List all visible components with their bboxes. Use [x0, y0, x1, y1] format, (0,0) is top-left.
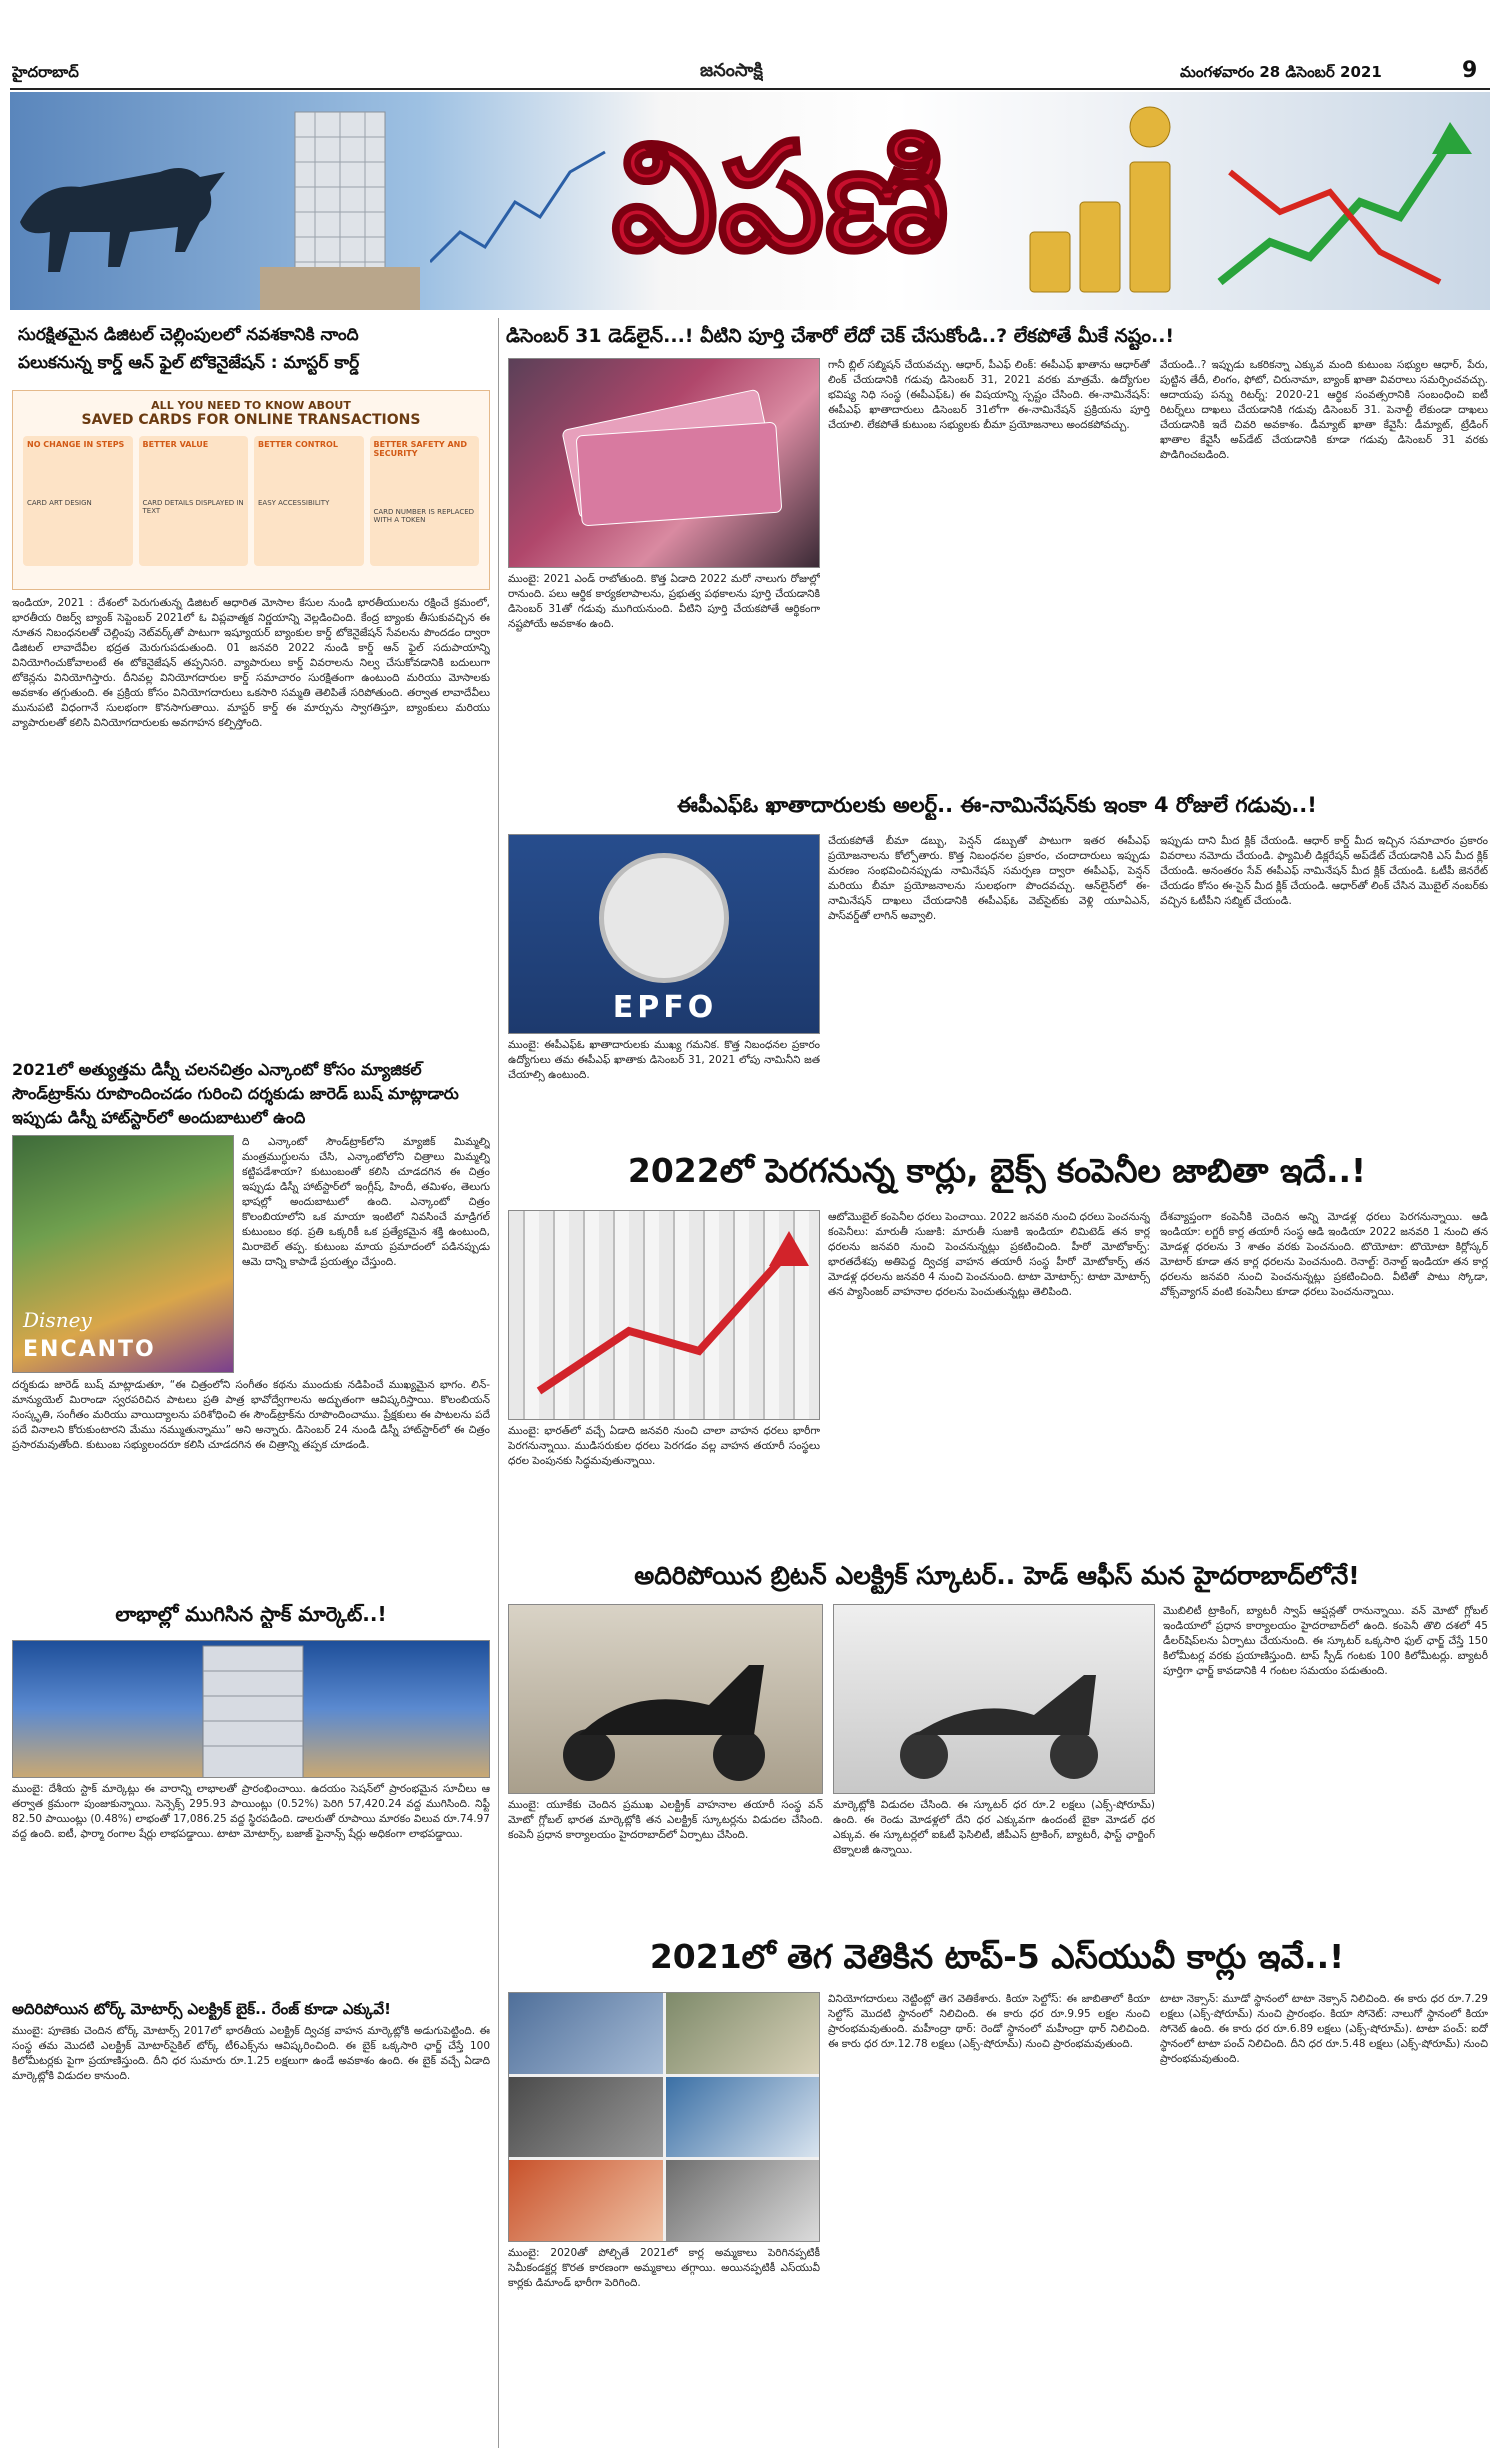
- tork-headline: అదిరిపోయిన టోర్క్ మోటార్స్ ఎలక్ట్రిక్ బైక్.. రేంజ్ కూడా ఎక్కువే!: [12, 2000, 391, 2018]
- market-headline: లాభాల్లో ముగిసిన స్టాక్ మార్కెట్..!: [115, 1602, 387, 1626]
- header-date: మంగళవారం 28 డిసెంబర్ 2021: [1180, 63, 1382, 81]
- suv-thumb: [509, 2077, 663, 2158]
- encanto-poster: [12, 1135, 234, 1373]
- column-divider: [498, 318, 499, 2448]
- disney-body-right: ది ఎన్కాంటో సౌండ్‌ట్రాక్‌లోని మ్యాజిక్ మిమ్మల్ని మంత్రముగ్ధులను చేసి, ఎన్కాంటోలోని చిత్రాలు మిమ్మల్ని కట్టిపడేశాయా? కుటుంబంతో కలిసి చూడదగిన ఈ చిత్రం ఇప్పుడు డిస్నీ హాట్‌స్టార్‌లో ఇంగ్లీష్, హిందీ, తమిళం, తెలుగు భాషల్లో అందుబాటులో ఉంది. ఎన్కాంటో చిత్రం కొలంబియాలోని ఒక మాయా ఇంటిలో నివసించే మాడ్రిగల్ కుటుంబం కథ. ప్రతి ఒక్కరికీ ఒక ప్రత్యేకమైన శక్తి ఉంటుంది, మిరాబెల్ తప్ప. కుటుంబ మాయ ప్రమాదంలో పడినప్పుడు ఆమె దాన్ని కాపాడే ప్రయత్నం చేస్తుంది.: [242, 1136, 490, 1268]
- card-article-body: ఇండియా, 2021 : దేశంలో పెరుగుతున్న డిజిటల్ ఆధారిత మోసాల కేసుల నుండి భారతీయులను రక్షించే క్రమంలో, భారతీయ రిజర్వ్ బ్యాంక్ సెప్టెంబర్ 2021లో ఓ విప్లవాత్మక నిర్ణయాన్ని వెల్లడించింది. కేంద్ర బ్యాంకు తీసుకువచ్చిన ఈ నూతన నిబంధనలతో చెల్లింపు నెట్‌వర్క్‌తో పాటుగా ఇష్యూయర్ బ్యాంకుల కార్డ్ టోకెనైజేషన్ సేవలను పొందడం ద్వారా డిజిటల్ లావాదేవీల భద్రత మెరుగుపడుతుంది. 01 జనవరి 2022 నుండి కార్డ్ ఆన్ ఫైల్ సదుపాయాన్ని వినియోగించుకోవాలంటే ఈ టోకెనైజేషన్ తప్పనిసరి. వ్యాపారులు కార్డ్ వివరాలను నిల్వ చేసుకోవడానికి బదులుగా టోకెన్లను వినియోగిస్తారు. దీనివల్ల వినియోగదారుల కార్డ్ సమాచారం సురక్షితంగా ఉంటుంది మరియు మోసాలకు అవకాశం తగ్గుతుంది. ఈ ప్రక్రియ కోసం వినియోగదారులు ఒకసారి సమ్మతి తెలిపితే సరిపోతుంది. తర్వాత లావాదేవీలు మునుపటి విధంగానే సులభంగా కొనసాగుతాయి. మాస్టర్ కార్డ్ ఈ మార్పును స్వాగతిస్తూ, బ్యాంకులు మరియు వ్యాపారులతో కలిసి వినియోగదారులకు అవగాహన కల్పిస్తోంది.: [12, 597, 490, 729]
- deadline-headline: డిసెంబర్ 31 డెడ్‌లైన్...! వీటిని పూర్తి చేశారో లేదో చెక్ చేసుకోండి..? లేకపోతే మీకే నష్టం..!: [506, 325, 1175, 347]
- suv-col3: టాటా నెక్సాన్: మూడో స్థానంలో టాటా నెక్సాన్ నిలిచింది. ఈ కారు ధర రూ.7.29 లక్షలు (ఎక్స్-షోరూమ్) నుంచి ప్రారంభం. కియా సోనెట్: నాలుగో స్థానంలో కియా సోనెట్ ఉంది. ఈ కారు ధర రూ.6.89 లక్షలు (ఎక్స్-షోరూమ్). టాటా పంచ్: ఐదో స్థానంలో టాటా పంచ్ నిలిచింది. దీని ధర రూ.5.48 లక్షలు (ఎక్స్-షోరూమ్) నుంచి ప్రారంభమవుతుంది.: [1160, 1993, 1488, 2065]
- suv-photo-grid: [508, 1992, 820, 2242]
- coin-stack-icon: [1010, 92, 1210, 310]
- currency-photo: [508, 358, 820, 568]
- suv-thumb: [666, 1993, 820, 2074]
- scooter-icon: [509, 1605, 823, 1794]
- market-photo: [12, 1640, 490, 1778]
- graphic-sub-label: CARD NUMBER IS REPLACED WITH A TOKEN: [373, 508, 475, 524]
- card-headline-1: సురక్షితమైన డిజిటల్ చెల్లింపులలో నవశకానికి నాంది: [18, 325, 359, 345]
- epfo-seal: [599, 853, 729, 983]
- epfo-headline: ఈపీఎఫ్ఓ ఖాతాదారులకు అలర్ట్.. ఈ-నామినేషన్‌కు ఇంకా 4 రోజులే గడువు..!: [677, 793, 1317, 817]
- suv-caption: ముంబై: 2020తో పోల్చితే 2021లో కార్ల అమ్మకాలు పెరిగినప్పటికీ సెమీకండక్టర్ల కొరత కారణంగా అమ్మకాలు తగ్గాయి. అయినప్పటికీ ఎస్‌యువీ కార్లకు డిమాండ్ భారీగా పెరిగింది.: [508, 2247, 820, 2289]
- graphic-item-label: BETTER SAFETY AND SECURITY: [373, 440, 468, 458]
- bull-icon: [10, 102, 240, 302]
- epfo-caption: ముంబై: ఈపీఎఫ్ఓ ఖాతాదారులకు ముఖ్య గమనిక. కొత్త నిబంధనల ప్రకారం ఉద్యోగులు తమ ఈపీఎఫ్ ఖాతాకు డిసెంబర్ 31, 2021 లోపు నామినీని జత చేయాల్సి ఉంటుంది.: [508, 1039, 820, 1081]
- header-city: హైదరాబాద్: [12, 63, 79, 81]
- section-title: విపణి: [611, 109, 949, 285]
- graphic-sub-label: EASY ACCESSIBILITY: [258, 499, 330, 507]
- price-up-arrow-icon: [509, 1211, 820, 1420]
- graphic-sub-label: CARD DETAILS DISPLAYED IN TEXT: [142, 499, 244, 515]
- suv-thumb: [509, 1993, 663, 2074]
- deadline-col2: గానీ బ్లిల్ సబ్మిషన్ చేయవచ్చు. ఆధార్, పీఎఫ్ లింక్: ఈపీఎఫ్ ఖాతాను ఆధార్‌తో లింక్ చేయడానికి గడువు డిసెంబర్ 31, 2021 వరకు మాత్రమే. ఉద్యోగుల భవిష్య నిధి సంస్థ (ఈపీఎఫ్ఓ) ఈ విషయాన్ని స్పష్టం చేసింది. ఈ-నామినేషన్: ఈపీఎఫ్ ఖాతాదారులు డిసెంబర్ 31లోగా ఈ-నామినేషన్ ప్రక్రియను పూర్తి చేయాలి. లేకపోతే కుటుంబ సభ్యులకు బీమా ప్రయోజనాలు అందకపోవచ్చు.: [828, 359, 1150, 431]
- disney-headline: 2021లో అత్యుత్తమ డిస్నీ చలనచిత్రం ఎన్కాంటో కోసం మ్యాజికల్ సౌండ్‌ట్రాక్‌ను రూపొందించడం గురించి దర్శకుడు జారెడ్ బుష్ మాట్లాడారు ఇప్పుడు డిస్నీ హాట్‌స్టార్‌లో అందుబాటులో ఉంది: [12, 1060, 459, 1127]
- banknote-icon: [509, 359, 820, 568]
- epfo-logo-text: EPFO: [612, 990, 718, 1025]
- suv-thumb: [666, 2077, 820, 2158]
- scooter-headline: అదిరిపోయిన బ్రిటన్ ఎలక్ట్రిక్ స్కూటర్.. హెడ్ ఆఫీస్ మన హైదరాబాద్‌లోనే!: [634, 1561, 1360, 1590]
- graphic-sub-label: CARD ART DESIGN: [27, 499, 92, 507]
- masthead-banner: [10, 92, 1490, 310]
- cars-col3: దేశవ్యాప్తంగా కంపెనీకి చెందిన అన్ని మోడళ్ల ధరలు పెరగనున్నాయి. ఆడి ఇండియా: లగ్జరీ కార్ల తయారీ సంస్థ ఆడి ఇండియా 2022 జనవరి 1 నుంచి తన మోడళ్ల ధరలను 3 శాతం వరకు పెంచనుంది. టొయోటా: టొయోటా కిర్లోస్కర్ మోటార్ కూడా తన కార్ల ధరలను పెంచనుంది. రెనాల్ట్: రెనాల్ట్ ఇండియా తన కార్ల ధరలను జనవరి నుంచి పెంచనున్నట్లు ప్రకటించింది. వీటితో పాటు స్కోడా, వోక్స్‌వ్యాగన్ వంటి కంపెనీలు కూడా ధరలు పెంచనున్నాయి.: [1160, 1211, 1488, 1298]
- cars-caption: ముంబై: భారత్‌లో వచ్చే ఏడాది జనవరి నుంచి చాలా వాహన ధరలు భారీగా పెరగనున్నాయి. ముడిసరుకుల ధరలు పెరగడం వల్ల వాహన తయారీ సంస్థలు ధరల పెంపునకు సిద్ధమవుతున్నాయి.: [508, 1425, 820, 1467]
- scooter-col2: మార్కెట్లోకి విడుదల చేసింది. ఈ స్కూటర్ ధర రూ.2 లక్షలు (ఎక్స్-షోరూమ్) ఉంది. ఈ రెండు మోడళ్లలో దేని ధర ఎక్కువగా ఉందంటే బైకా మోడల్ ధర ఎక్కువ. ఈ స్కూటర్లలో ఐఓటీ ఫెసిలిటీ, జీపీఎస్ ట్రాకింగ్, బ్యాటరీ, ఫాస్ట్ ఛార్జింగ్ టెక్నాలజీ ఉన్నాయి.: [833, 1799, 1155, 1856]
- suv-thumb: [666, 2160, 820, 2241]
- deadline-caption: ముంబై: 2021 ఎండ్ రాబోతుంది. కొత్త ఏడాది 2022 మరో నాలుగు రోజుల్లో రానుంది. పలు ఆర్థిక కార్యకలాపాలను, ప్రభుత్వ పథకాలను పూర్తి చేయడానికి డిసెంబర్ 31తో గడువు ముగియనుంది. వీటిని పూర్తి చేయకపోతే ఆర్థికంగా నష్టపోయే అవకాశం ఉంది.: [508, 573, 820, 630]
- market-body: ముంబై: దేశీయ స్టాక్ మార్కెట్లు ఈ వారాన్ని లాభాలతో ప్రారంభించాయి. ఉదయం సెషన్‌లో ప్రారంభమైన సూచీలు ఆ తర్వాత క్రమంగా పుంజుకున్నాయి. సెన్సెక్స్ 295.93 పాయింట్లు (0.52%) పెరిగి 57,420.24 వద్ద ముగిసింది. నిఫ్టీ 82.50 పాయింట్లు (0.48%) లాభంతో 17,086.25 వద్ద స్థిరపడింది. డాలరుతో రూపాయి మారకం విలువ రూ.74.97 వద్ద ఉంది. ఐటీ, ఫార్మా రంగాల షేర్లు లాభపడ్డాయి. టాటా మోటార్స్, బజాజ్ ఫైనాన్స్ షేర్లు అధికంగా లాభపడ్డాయి.: [12, 1783, 490, 1840]
- graphic-title-1: ALL YOU NEED TO KNOW ABOUT: [151, 399, 351, 412]
- cars-headline: 2022లో పెరగనున్న కార్లు, బైక్స్ కంపెనీల జాబితా ఇదే..!: [627, 1151, 1367, 1190]
- cars-col2: ఆటోమొబైల్ కంపెనీల ధరలు పెంచాయి. 2022 జనవరి నుంచి ధరలు పెంచనున్న కంపెనీలు: మారుతీ సుజుకి: మారుతీ సుజుకి ఇండియా లిమిటెడ్ తన కార్ల ధరలను జనవరి నుంచి పెంచనున్నట్లు ప్రకటించింది. హీరో మోటోకార్ప్: భారతదేశపు అతిపెద్ద ద్విచక్ర వాహన తయారీ సంస్థ హీరో మోటోకార్ప్ తన మోడళ్ల ధరలను జనవరి 4 నుంచి పెంచనుంది. టాటా మోటార్స్: టాటా మోటార్స్ తన ప్యాసింజర్ వాహనాల ధరలను పెంచుతున్నట్లు తెలిపింది.: [828, 1211, 1150, 1298]
- deadline-col3: వేయండి..? ఇప్పుడు ఒకరికన్నా ఎక్కువ మంది కుటుంబ సభ్యుల ఆధార్, పేరు, పుట్టిన తేదీ, లింగం, ఫోటో, చిరునామా, బ్యాంక్ ఖాతా వివరాలు సమర్పించవచ్చు. ఆదాయపు పన్ను రిటర్న్: 2020-21 ఆర్థిక సంవత్సరానికి సంబంధించి ఐటీ రిటర్న్‌లు దాఖలు చేయడానికి గడువు డిసెంబర్ 31. పెనాల్టీ లేకుండా దాఖలు చేయడానికి ఇదే చివరి అవకాశం. డీమ్యాట్ ఖాతా కేవైసీ: డీమ్యాట్, ట్రేడింగ్ ఖాతాల కేవైసీ అప్‌డేట్ చేయడానికి కూడా గడువు డిసెంబర్ 31 వరకు పొడిగించబడింది.: [1160, 359, 1488, 461]
- suv-col2: వినియోగదారులు నెట్టింట్లో తెగ వెతికేశారు. కియా సెల్టోస్: ఈ జాబితాలో కియా సెల్టోస్ మొదటి స్థానంలో నిలిచింది. ఈ కారు ధర రూ.9.95 లక్షల నుంచి ప్రారంభమవుతుంది. మహీంద్రా థార్: రెండో స్థానంలో మహీంద్రా థార్ నిలిచింది. ఈ కారు ధర రూ.12.78 లక్షలు (ఎక్స్-షోరూమ్) నుంచి ప్రారంభమవుతుంది.: [828, 1993, 1150, 2050]
- header-rule: [10, 88, 1490, 90]
- graphic-item-label: BETTER CONTROL: [258, 440, 338, 449]
- poster-title: ENCANTO: [23, 1337, 156, 1362]
- suv-headline: 2021లో తెగ వెతికిన టాప్-5 ఎస్‌యువీ కార్లు ఇవే..!: [649, 1937, 1345, 1976]
- growth-arrow-icon: [1210, 92, 1490, 310]
- graphic-item-label: BETTER VALUE: [142, 440, 209, 449]
- epfo-photo: [508, 834, 820, 1034]
- tork-body: ముంబై: పూణెకు చెందిన టోర్క్ మోటార్స్ 2017లో భారతీయ ఎలక్ట్రిక్ ద్విచక్ర వాహన మార్కెట్లోకి అడుగుపెట్టింది. ఈ సంస్థ తమ మొదటి ఎలక్ట్రిక్ మోటార్‌సైకిల్ టోర్క్ టీ6ఎక్స్‌ను ఆవిష్కరించింది. ఈ బైక్ ఒక్కసారి ఛార్జ్ చేస్తే 100 కిలోమీటర్లకు పైగా ప్రయాణిస్తుంది. దీని ధర సుమారు రూ.1.25 లక్షలుగా ఉండే అవకాశం ఉంది. ఈ బైక్ వచ్చే ఏడాది మార్కెట్లోకి విడుదల కానుంది.: [12, 2025, 490, 2082]
- scooter-caption: ముంబై: యూకేకు చెందిన ప్రముఖ ఎలక్ట్రిక్ వాహనాల తయారీ సంస్థ వన్ మోటో గ్లోబల్ భారత మార్కెట్లోకి తన ఎలక్ట్రిక్ స్కూటర్లను విడుదల చేసింది. కంపెనీ ప్రధాన కార్యాలయం హైదరాబాద్‌లో ఏర్పాటు చేసింది.: [508, 1799, 823, 1841]
- cars-photo: [508, 1210, 820, 1420]
- bourse-tower-icon: [13, 1641, 490, 1778]
- graphic-item-label: NO CHANGE IN STEPS: [27, 440, 125, 449]
- scooter-photo-2: [833, 1604, 1155, 1794]
- newspaper-name: జనంసాక్షి: [700, 60, 763, 81]
- scooter-icon: [834, 1605, 1155, 1794]
- scooter-col3: మొబిలిటీ ట్రాకింగ్, బ్యాటరీ స్వాప్ ఆప్షన్లతో రానున్నాయి. వన్ మోటో గ్లోబల్ ఇండియాలో ప్రధాన కార్యాలయం హైదరాబాద్‌లో ఉంది. కంపెనీ తొలి దశలో 45 డీలర్‌షిప్‌లను ఏర్పాటు చేయనుంది. ఈ స్కూటర్ ఒక్కసారి ఫుల్ ఛార్జ్ చేస్తే 150 కిలోమీటర్ల వరకు ప్రయాణిస్తుంది. టాప్ స్పీడ్ గంటకు 100 కిలోమీటర్లు. బ్యాటరీ పూర్తిగా ఛార్జ్ కావడానికి 4 గంటల సమయం పడుతుంది.: [1163, 1605, 1488, 1677]
- poster-brand: Disney: [23, 1308, 92, 1332]
- page-number: 9: [1462, 58, 1478, 83]
- epfo-col3: ఇప్పుడు దాని మీద క్లిక్ చేయండి. ఆధార్ కార్డ్ మీద ఇచ్చిన సమాచారం ప్రకారం వివరాలు నమోదు చేయండి. ఫ్యామిలీ డిక్లరేషన్ అప్‌డేట్ చేయడానికి ఎస్ మీద క్లిక్ చేయండి. అనంతరం సేవ్ ఈపీఎఫ్ నామినేషన్ మీద క్లిక్ చేయండి. ఓటీపీ జెనరేట్ చేయడం కోసం ఈ-సైన్ మీద క్లిక్ చేయండి. ఆధార్‌తో లింక్ చేసిన మొబైల్ నంబర్‌కు వచ్చిన ఓటీపీని సబ్మిట్ చేయండి.: [1160, 835, 1488, 907]
- graphic-title-2: SAVED CARDS FOR ONLINE TRANSACTIONS: [81, 412, 421, 428]
- disney-body-bottom: దర్శకుడు జారెడ్ బుష్ మాట్లాడుతూ, “ఈ చిత్రంలోని సంగీతం కథను ముందుకు నడిపించే ముఖ్యమైన భాగం. లిన్-మాన్యుయెల్ మిరాండా స్వరపరిచిన పాటలు ప్రతి పాత్ర భావోద్వేగాలను అద్భుతంగా ఆవిష్కరిస్తాయి. కొలంబియన్ సంస్కృతి, సంగీతం మరియు వాయిద్యాలను పరిశోధించి ఈ సౌండ్‌ట్రాక్‌ను రూపొందించాము. ప్రేక్షకులు ఈ పాటలను పదే పదే వినాలని కోరుకుంటారని మేము నమ్ముతున్నాము” అని అన్నారు. డిసెంబర్ 24 నుండి డిస్నీ హాట్‌స్టార్‌లో ఈ చిత్రం ప్రసారమవుతోంది. కుటుంబ సభ్యులందరూ కలిసి చూడదగిన ఈ చిత్రాన్ని తప్పక చూడండి.: [12, 1379, 490, 1451]
- suv-thumb: [509, 2160, 663, 2241]
- bourse-building-icon: [240, 92, 440, 310]
- card-headline-2: పలుకనున్న కార్డ్ ఆన్ ఫైల్ టోకెనైజేషన్ : మాస్టర్ కార్డ్: [18, 353, 360, 373]
- saved-cards-graphic: [12, 390, 490, 590]
- epfo-col2: చేయకపోతే బీమా డబ్బు, పెన్షన్ డబ్బుతో పాటుగా ఇతర ఈపీఎఫ్ ప్రయోజనాలను కోల్పోతారు. కొత్త నిబంధనల ప్రకారం, చందాదారులు ఇప్పుడు మరణం సంభవించినప్పుడు నామినేషన్ సమర్పణ ద్వారా ఈపీఎఫ్, పెన్షన్ మరియు బీమా ప్రయోజనాలను సులభంగా పొందవచ్చు. ఆన్‌లైన్‌లో ఈ-నామినేషన్ దాఖలు చేయడానికి ఈపీఎఫ్ఓ వెబ్‌సైట్‌కు వెళ్లి యూఏఎన్, పాస్‌వర్డ్‌తో లాగిన్ అవ్వాలి.: [828, 835, 1150, 922]
- scooter-photo-1: [508, 1604, 823, 1794]
